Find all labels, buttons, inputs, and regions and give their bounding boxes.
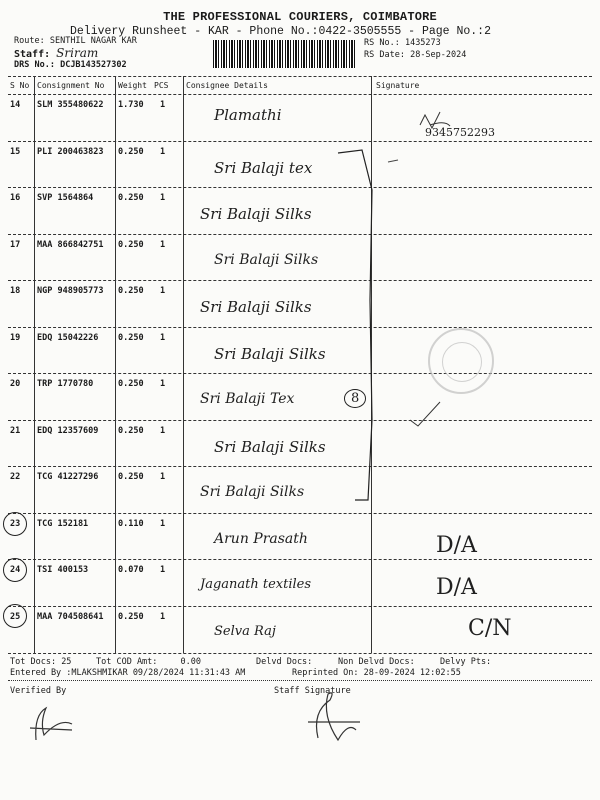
row-sno: 20: [10, 379, 21, 389]
runsheet-subtitle: Delivery Runsheet - KAR - Phone No.:0422-3505555 - Page No.:2: [70, 25, 491, 38]
entered-by: Entered By :MLAKSHMIKAR 09/28/2024 11:31:43 AM: [10, 668, 246, 678]
row-sno: 23: [10, 518, 21, 529]
row-pcs: 1: [160, 286, 166, 296]
row-weight: 0.070: [118, 565, 144, 575]
col-header-consignment: Consignment No: [37, 81, 105, 90]
company-title: THE PROFESSIONAL COURIERS, COIMBATORE: [163, 10, 437, 24]
row-consignee-handwritten: Sri Balaji Silks: [200, 205, 312, 223]
tot-docs-label: Tot Docs:: [10, 657, 57, 667]
row-weight: 0.250: [118, 379, 144, 389]
row-consignee-handwritten: Sri Balaji Tex: [200, 391, 295, 407]
row-weight: 0.250: [118, 611, 144, 622]
row-pcs: 1: [160, 565, 166, 575]
table-bottom-rule: [8, 653, 592, 654]
row-consignee-handwritten: Arun Prasath: [214, 530, 308, 547]
row-sno: 17: [10, 239, 21, 250]
stray-mark: [388, 160, 398, 162]
row-consignment-no: SVP 1564864: [37, 193, 94, 203]
row-weight: 0.250: [118, 286, 144, 296]
bracket-line: [338, 150, 372, 500]
signature-scribble-14: [420, 112, 450, 128]
row-consignment-no: TRP 1770780: [37, 379, 94, 389]
row-consignment-no: TSI 400153: [37, 565, 89, 575]
row-signature-note: 8: [344, 389, 366, 408]
row-consignment-no: EDQ 12357609: [37, 425, 99, 436]
footer-totals: [10, 657, 71, 667]
row-consignment-no: PLI 200463823: [37, 146, 104, 157]
row-sno: 25: [10, 611, 21, 622]
delvy-pts-label: Delvy Pts:: [440, 657, 492, 667]
staff-signature-mark: [308, 693, 360, 740]
staff-signature-label: Staff Signature: [274, 686, 351, 696]
rs-no-label: RS No.:: [364, 38, 400, 48]
rs-date-label: RS Date:: [364, 50, 405, 60]
tot-docs-value: 25: [61, 657, 72, 667]
row-consignee-handwritten: Selva Raj: [214, 623, 276, 639]
row-pcs: 1: [160, 146, 166, 157]
row-consignee-handwritten: Sri Balaji Silks: [200, 484, 305, 500]
col-header-pcs: PCS: [154, 81, 169, 90]
verified-by-label: Verified By: [10, 686, 67, 696]
row-pcs: 1: [160, 425, 166, 436]
row-sno: 15: [10, 146, 21, 157]
row-weight: 0.250: [118, 332, 144, 343]
row-consignee-handwritten: Sri Balaji Silks: [214, 251, 319, 268]
drs-value: DCJB143527302: [60, 60, 127, 70]
route-label: Route:: [14, 36, 45, 46]
row-sno: 14: [10, 100, 21, 110]
row-pcs: 1: [160, 611, 166, 622]
staff-label: Staff:: [14, 49, 51, 60]
row-pcs: 1: [160, 379, 166, 389]
row-sno: 24: [10, 565, 21, 575]
row-weight: 0.250: [118, 425, 144, 436]
row-weight: 1.730: [118, 100, 144, 110]
signature-tick-20: [410, 402, 440, 426]
rs-date-value: 28-Sep-2024: [410, 50, 467, 60]
row-sno: 22: [10, 472, 21, 482]
row-pcs: 1: [160, 193, 166, 203]
reprinted-on: Reprinted On: 28-09-2024 12:02:55: [292, 668, 461, 678]
row-weight: 0.250: [118, 193, 144, 203]
row-weight: 0.250: [118, 239, 144, 250]
row-pcs: 1: [160, 239, 166, 250]
row-sno: 18: [10, 286, 21, 296]
row-weight: 0.250: [118, 472, 144, 482]
col-header-consignee: Consignee Details: [186, 81, 268, 90]
row-signature-note: 9345752293: [425, 126, 495, 139]
row-weight: 0.110: [118, 518, 144, 529]
row-consignment-no: MAA 704508641: [37, 611, 104, 622]
row-sno: 19: [10, 332, 21, 343]
verified-signature: [30, 708, 72, 740]
staff-value: Sriram: [56, 46, 99, 60]
row-pcs: 1: [160, 332, 166, 343]
row-consignee-handwritten: Plamathi: [214, 106, 282, 124]
non-delvd-docs-label: Non Delvd Docs:: [338, 657, 415, 667]
row-consignee-handwritten: Jaganath textiles: [200, 577, 312, 592]
footer-rule: [8, 680, 592, 681]
row-signature-note: D/A: [436, 532, 477, 558]
drs-label: DRS No.:: [14, 60, 55, 70]
row-pcs: 1: [160, 472, 166, 482]
row-consignment-no: EDQ 15042226: [37, 332, 99, 343]
col-header-sno: S No: [10, 81, 30, 90]
row-consignment-no: SLM 355480622: [37, 100, 104, 110]
row-pcs: 1: [160, 100, 166, 110]
route-value: SENTHIL NAGAR KAR: [49, 36, 137, 46]
col-header-signature: Signature: [376, 81, 420, 90]
row-signature-note: D/A: [436, 575, 477, 600]
row-consignee-handwritten: Sri Balaji Silks: [214, 344, 326, 363]
tot-cod-value: 0.00: [180, 657, 202, 667]
footer-cod: [96, 657, 201, 667]
row-consignee-handwritten: Sri Balaji Silks: [200, 298, 312, 316]
row-consignment-no: TCG 152181: [37, 518, 89, 529]
row-consignment-no: NGP 948905773: [37, 286, 104, 296]
row-sno: 16: [10, 193, 21, 203]
row-pcs: 1: [160, 518, 166, 529]
row-weight: 0.250: [118, 146, 144, 157]
col-header-weight: Weight: [118, 81, 147, 90]
row-sno: 21: [10, 425, 21, 436]
delvd-docs-label: Delvd Docs:: [256, 657, 313, 667]
rs-no-value: 1435273: [404, 38, 441, 48]
tot-cod-label: Tot COD Amt:: [96, 657, 158, 667]
row-signature-note: C/N: [468, 615, 512, 641]
row-consignee-handwritten: Sri Balaji tex: [214, 158, 313, 177]
row-consignee-handwritten: Sri Balaji Silks: [214, 437, 326, 456]
row-consignment-no: TCG 41227296: [37, 472, 99, 482]
row-consignment-no: MAA 866842751: [37, 239, 104, 250]
